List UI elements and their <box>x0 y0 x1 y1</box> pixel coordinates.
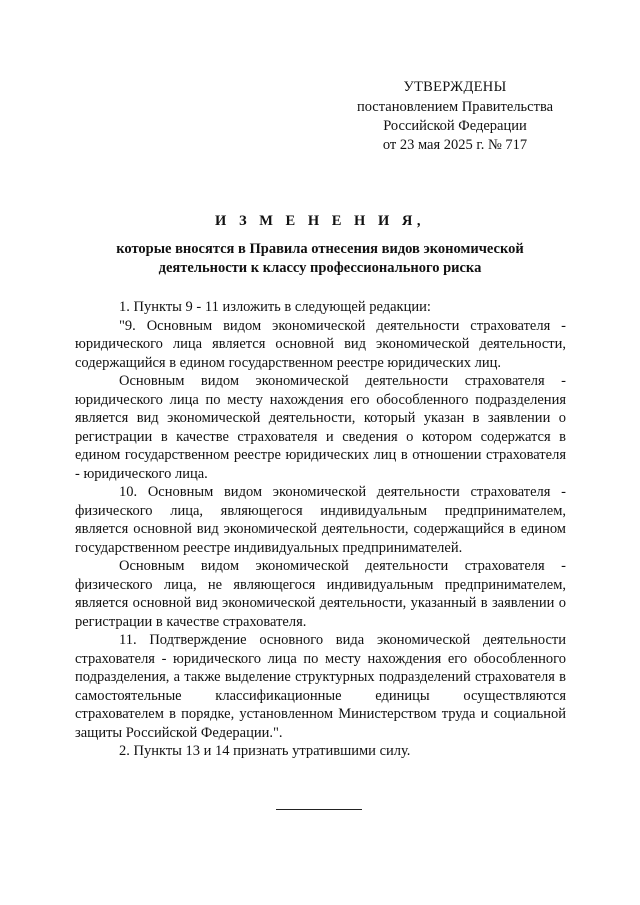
approval-block <box>330 78 580 155</box>
approval-line-2: Российской Федерации <box>383 118 527 134</box>
document-heading <box>70 212 570 278</box>
paragraph-5: Основным видом экономической деятельности страхователя - физического лица, не являющегося индивидуальным предпринимателем, является основной вид экономической деятельности, указанный в заявлении о регистрации в качестве страхователя. <box>75 558 566 630</box>
document-title: И З М Е Н Е Н И Я, <box>215 213 425 229</box>
paragraph-4: 10. Основным видом экономической деятельности страхователя - физического лица, являющегося индивидуальным предпринимателем, является основной вид экономической деятельности, содержащийся в едином государственном реестре индивидуальных предпринимателей. <box>75 484 566 556</box>
closing-rule <box>276 809 362 810</box>
paragraph-1: 1. Пункты 9 - 11 изложить в следующей редакции: <box>119 299 431 315</box>
approval-stamp: УТВЕРЖДЕНЫ <box>403 79 507 95</box>
approval-line-1: постановлением Правительства <box>356 99 554 115</box>
paragraph-2: "9. Основным видом экономической деятельности страхователя - юридического лица является основной вид экономической деятельности, содержащийся в едином государственном реестре юридических лиц. <box>75 317 566 371</box>
approval-line-3: от 23 мая 2025 г. № 717 <box>382 137 528 153</box>
paragraph-7: 2. Пункты 13 и 14 признать утратившими силу. <box>119 743 411 759</box>
paragraph-6: 11. Подтверждение основного вида экономической деятельности страхователя - юридического лица по месту нахождения его обособленного подразделения, а также выделение структурных подразделений страхователя в самостоятельные классификационные единицы осуществляются страхователем в порядке, установленном Министерством труда и социальной защиты Российской Федерации.". <box>75 632 566 741</box>
document-subtitle: которые вносятся в Правила отнесения видов экономической деятельности к классу профессионального риска <box>116 241 524 276</box>
document-body <box>75 298 566 761</box>
paragraph-3: Основным видом экономической деятельности страхователя - юридического лица по месту нахождения его обособленного подразделения является вид экономической деятельности, который указан в заявлении о регистрации в качестве страхователя и сведения о котором содержатся в едином государственном реестре юридических лиц в отношении страхователя - юридического лица. <box>75 373 566 482</box>
